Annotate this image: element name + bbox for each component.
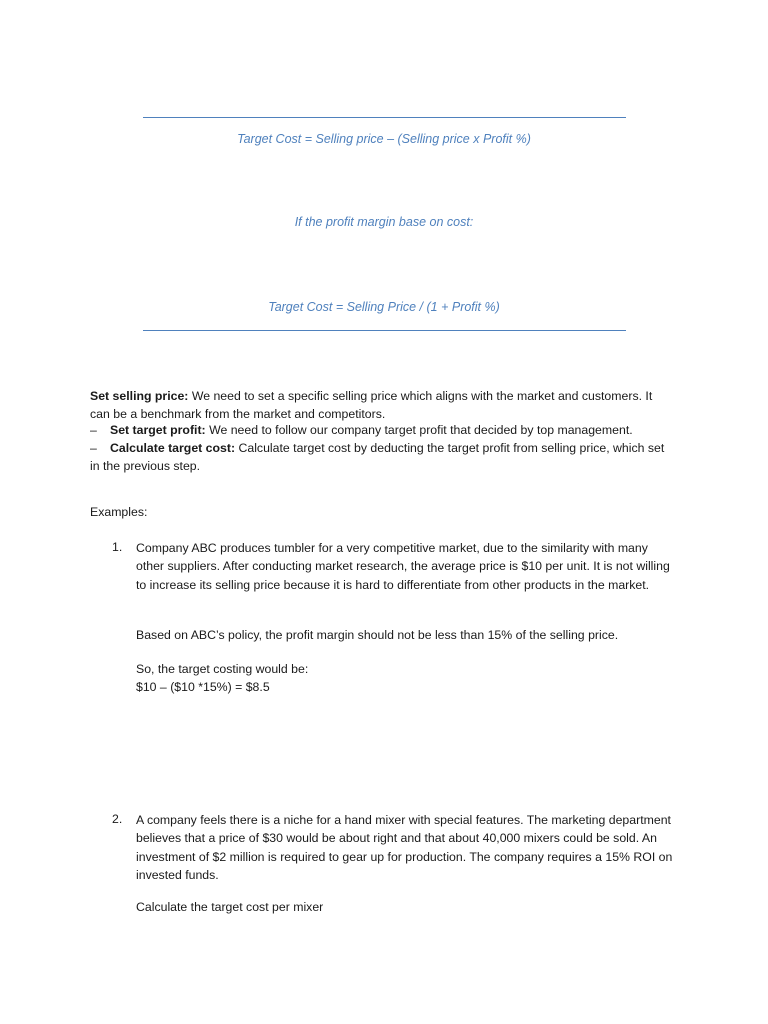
step-text: We need to set a specific selling price which aligns with the market and customers. It can be a benchmark from the market and competitors. [90,389,653,421]
step-label: Set target profit: [110,423,206,437]
step-set-target-profit [90,422,670,440]
dash-bullet: – [90,423,97,437]
step-set-selling-price [90,388,670,423]
dash-bullet: – [90,441,97,455]
step-label: Calculate target cost: [110,441,236,455]
example-2-question: Calculate the target cost per mixer [136,900,324,914]
formula-margin-note: If the profit margin base on cost: [294,215,474,229]
formula-target-cost-price: Target Cost = Selling price – (Selling price x Profit %) [237,132,531,146]
example-1-conclusion: So, the target costing would be: [136,662,309,676]
step-label: Set selling price: [90,389,189,403]
examples-heading: Examples: [90,505,148,519]
step-calculate-target-cost [90,440,670,475]
example-1-policy: Based on ABC’s policy, the profit margin should not be less than 15% of the selling price. [136,628,619,642]
step-text: Calculate target cost by deducting the target profit from selling price, which set in the previous step. [90,441,665,473]
example-1-problem: Company ABC produces tumbler for a very competitive market, due to the similarity with many other suppliers. After conducting market research, the average price is $10 per unit. It is not willing to increase its selling price because it is hard to differentiate from other products in the market. [136,541,670,592]
formula-bottom-rule [143,330,626,331]
step-text: We need to follow our company target profit that decided by top management. [205,423,633,437]
example-1-calculation: $10 – ($10 *15%) = $8.5 [136,680,270,694]
example-2-number: 2. [112,812,123,826]
formula-target-cost-cost: Target Cost = Selling Price / (1 + Profit %) [268,300,500,314]
example-1-number: 1. [112,540,123,554]
formula-top-rule [143,117,626,118]
example-2-problem: A company feels there is a niche for a hand mixer with special features. The marketing department believes that a price of $30 would be about right and that about 40,000 mixers could be sold. An investment of $2 million is required to gear up for production. The company requires a 15% ROI on invested funds. [136,813,673,882]
